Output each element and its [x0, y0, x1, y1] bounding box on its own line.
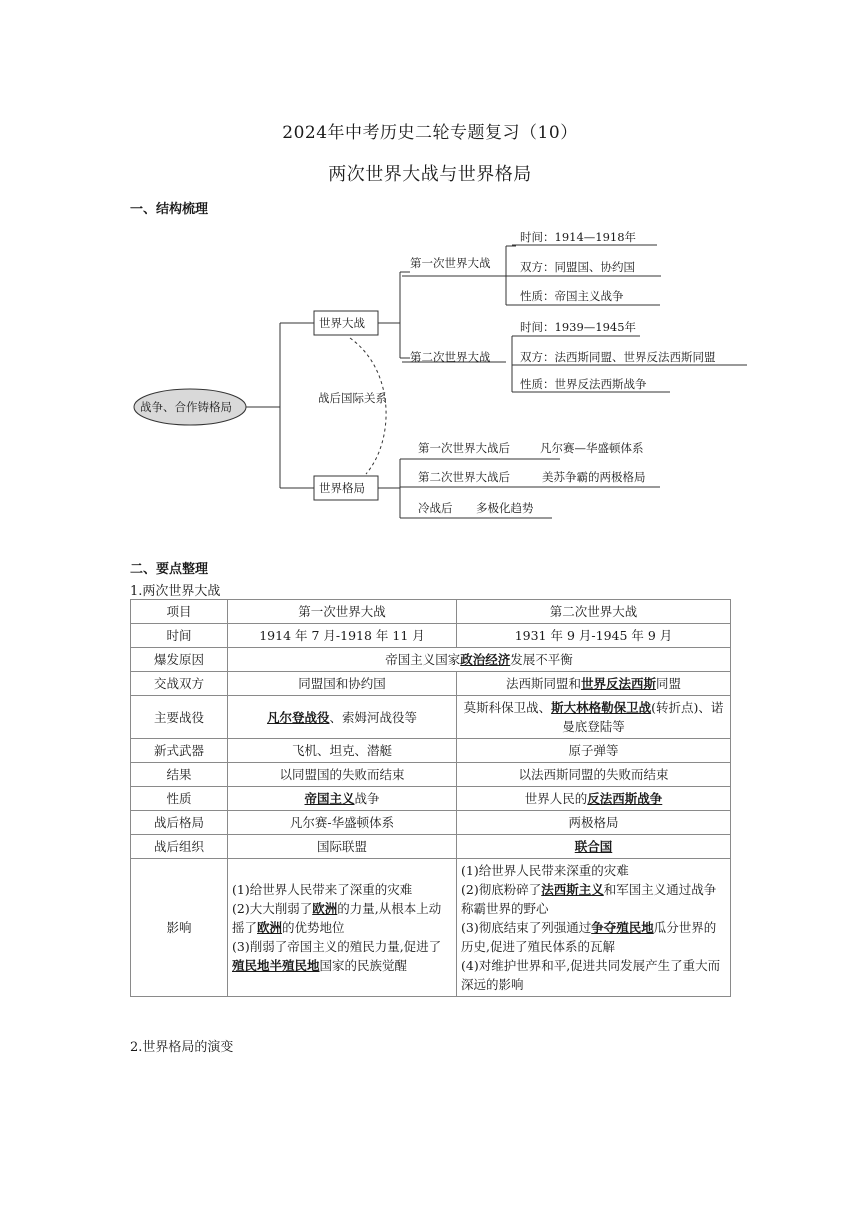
table-cell: 项目: [131, 600, 228, 624]
pattern-item-system: 美苏争霸的两极格局: [542, 470, 646, 484]
keyword: 反法西斯战争: [587, 791, 663, 806]
impact-line: (1)给世界人民带来了深重的灾难: [232, 882, 413, 897]
table-row: [131, 624, 731, 648]
text-span: 同盟: [656, 676, 682, 691]
text-span: (2)大大削弱了: [232, 901, 313, 916]
table-row: [131, 600, 731, 624]
keyword: 帝国主义: [304, 791, 355, 806]
keyword: 凡尔登战役: [266, 709, 330, 725]
table-cell: 第一次世界大战: [228, 600, 457, 624]
keyword: 世界反法西斯: [580, 676, 656, 691]
impact-line: (4)对维护世界和平,促进共同发展产生了重大而深远的影响: [461, 958, 721, 992]
wars-label: 世界大战: [319, 316, 365, 330]
keyword: 欧洲: [257, 920, 283, 935]
impact-line: [461, 918, 726, 956]
ww2-item: 双方：法西斯同盟、世界反法西斯同盟: [520, 350, 716, 364]
table-cell: [457, 787, 731, 811]
text-span: (3)削弱了帝国主义的殖民力量,促进了: [232, 939, 442, 954]
table-cell: [457, 672, 731, 696]
document-title: 2024年中考历史二轮专题复习（10）: [282, 123, 578, 143]
table-cell: 同盟国和协约国: [228, 672, 457, 696]
table-row: [131, 739, 731, 763]
table-cell: 性质: [131, 787, 228, 811]
table-cell: [228, 787, 457, 811]
ww1-item: 性质：帝国主义战争: [520, 289, 624, 303]
ww1-item: 双方：同盟国、协约国: [520, 260, 635, 274]
text-span: 莫斯科保卫战、: [463, 700, 552, 715]
text-span: (3)彻底结束了列强通过: [461, 920, 592, 935]
text-span: 世界人民的: [524, 791, 588, 806]
table-cell: 新式武器: [131, 739, 228, 763]
text-span: (转折点)、诺曼底登陆等: [562, 700, 724, 734]
pattern-item-period: 冷战后: [418, 501, 453, 515]
text-span: 发展不平衡: [510, 652, 573, 667]
table-row: [131, 672, 731, 696]
table-cell: 1931 年 9 月-1945 年 9 月: [457, 624, 731, 648]
text-span: 瓜分世界的历史,促进了殖民体系的瓦解: [461, 920, 717, 954]
table-cell: 国际联盟: [228, 835, 457, 859]
text-span: 、索姆河战役等: [329, 709, 418, 725]
table-cell: 第二次世界大战: [457, 600, 731, 624]
pattern-item-period: 第二次世界大战后: [418, 470, 510, 484]
text-span: 法西斯同盟和: [505, 676, 581, 691]
table-cell: 原子弹等: [457, 739, 731, 763]
pattern-item-system: 多极化趋势: [476, 501, 534, 515]
comparison-table: [130, 599, 731, 997]
table-row: [131, 811, 731, 835]
table-cell: 联合国: [457, 835, 731, 859]
table-cell: 主要战役: [131, 696, 228, 739]
table-cell: 战后组织: [131, 835, 228, 859]
keyword: 法西斯主义: [541, 882, 604, 897]
subheading-world-pattern: 2.世界格局的演变: [130, 1040, 234, 1055]
table-row: [131, 648, 731, 672]
impact-line: [232, 937, 452, 975]
ww2-label: 第二次世界大战: [410, 350, 491, 364]
table-cell: 以法西斯同盟的失败而结束: [457, 763, 731, 787]
text-span: 战争: [354, 791, 380, 806]
root-label: 战争、合作铸格局: [140, 400, 232, 414]
table-row: [131, 859, 731, 997]
table-cell: [457, 859, 731, 997]
table-cell: 以同盟国的失败而结束: [228, 763, 457, 787]
text-span: (2)彻底粉碎了: [461, 882, 542, 897]
table-cell: 凡尔赛-华盛顿体系: [228, 811, 457, 835]
keyword: 斯大林格勒保卫战: [551, 700, 652, 715]
pattern-item-system: 凡尔赛—华盛顿体系: [540, 441, 644, 455]
keyword: 欧洲: [312, 901, 338, 916]
table-cell: 爆发原因: [131, 648, 228, 672]
ww1-label: 第一次世界大战: [410, 256, 491, 270]
impact-line: [232, 899, 452, 937]
section-heading-structure: 一、结构梳理: [130, 202, 209, 217]
text-span: 帝国主义国家: [385, 652, 461, 667]
impact-line: [461, 880, 726, 918]
keyword: 争夺殖民地: [591, 920, 654, 935]
section-heading-keypoints: 二、要点整理: [130, 562, 209, 577]
keyword: 政治经济: [460, 652, 511, 667]
impact-line: (1)给世界人民带来深重的灾难: [461, 863, 629, 878]
table-cell: [228, 648, 731, 672]
table-cell: 时间: [131, 624, 228, 648]
pattern-item-period: 第一次世界大战后: [418, 441, 510, 455]
table-cell: [228, 859, 457, 997]
table-cell: [457, 696, 731, 739]
document-subtitle: 两次世界大战与世界格局: [328, 164, 532, 185]
table-cell: 1914 年 7 月-1918 年 11 月: [228, 624, 457, 648]
ww2-item: 性质：世界反法西斯战争: [520, 377, 647, 391]
table-row: [131, 835, 731, 859]
table-row: [131, 763, 731, 787]
ww2-item: 时间：1939—1945年: [520, 320, 637, 334]
text-span: 的力量,从根本上动摇了: [232, 901, 442, 935]
relation-label: 战后国际关系: [318, 391, 387, 405]
table-row: [131, 696, 731, 739]
pattern-label: 世界格局: [319, 481, 365, 495]
table-cell: 战后格局: [131, 811, 228, 835]
keyword: 殖民地半殖民地: [232, 958, 320, 973]
table-cell: 交战双方: [131, 672, 228, 696]
text-span: 国家的民族觉醒: [319, 958, 408, 973]
table-cell: 飞机、坦克、潜艇: [228, 739, 457, 763]
table-cell: [228, 696, 457, 739]
text-span: 和军国主义通过战争称霸世界的野心: [461, 882, 717, 916]
text-span: 的优势地位: [282, 920, 345, 935]
table-row: [131, 787, 731, 811]
ww1-item: 时间：1914—1918年: [520, 230, 637, 244]
table-cell: 影响: [131, 859, 228, 997]
table-cell: 两极格局: [457, 811, 731, 835]
subheading-two-wars: 1.两次世界大战: [130, 584, 221, 599]
structure-diagram: [0, 0, 860, 560]
table-cell: 结果: [131, 763, 228, 787]
